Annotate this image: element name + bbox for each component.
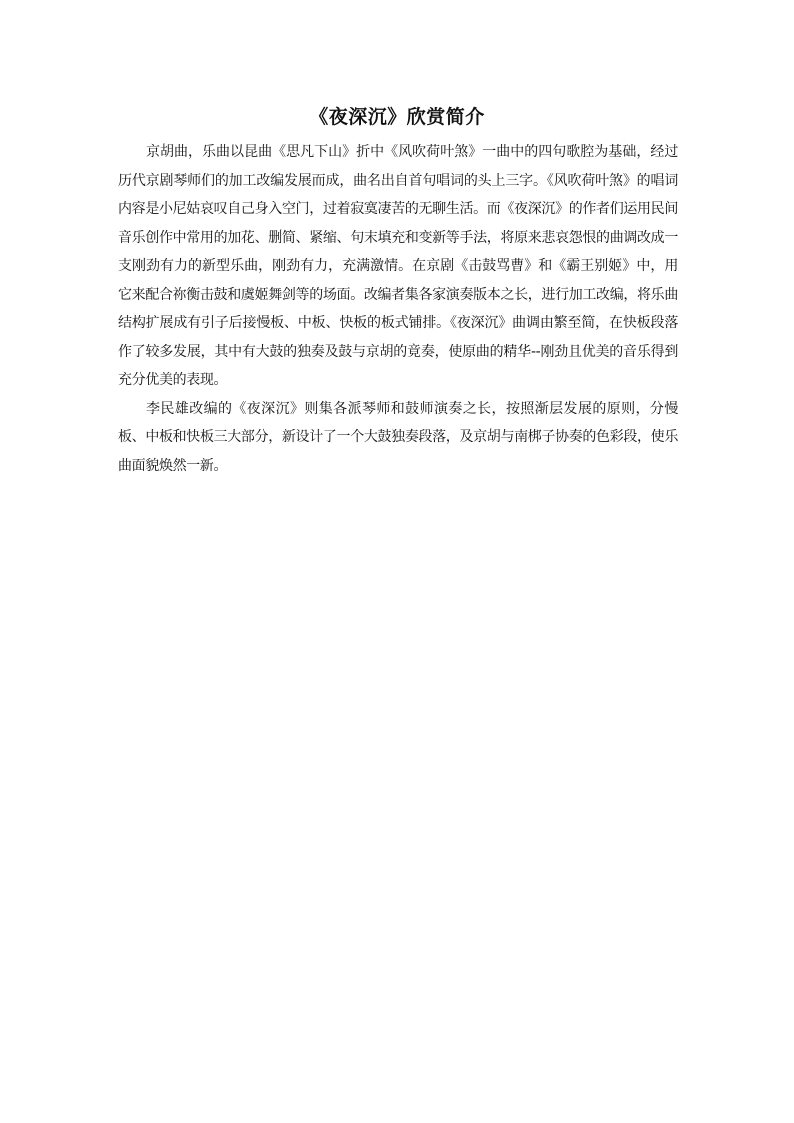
- document-title: 《夜深沉》欣赏简介: [309, 106, 485, 128]
- paragraph-arrangement: 李民雄改编的《夜深沉》则集各派琴师和鼓师演奏之长，按照渐层发展的原则，分慢板、中板和快板三大部分，新设计了一个大鼓独奏段落，及京胡与南梆子协奏的色彩段，使乐曲面貌焕然一新。: [118, 400, 678, 474]
- document-body: [118, 138, 692, 480]
- paragraph-intro: 京胡曲，乐曲以昆曲《思凡下山》折中《风吹荷叶煞》一曲中的四句歌腔为基础，经过历代京剧琴师们的加工改编发展而成，曲名出自首句唱词的头上三字。《风吹荷叶煞》的唱词内容是小尼姑哀叹自己身入空门，过着寂寞凄苦的无聊生活。而《夜深沉》的作者们运用民间音乐创作中常用的加花、删简、紧缩、句末填充和变新等手法，将原来悲哀怨恨的曲调改成一支刚劲有力的新型乐曲，刚劲有力，充满激情。在京剧《击鼓骂曹》和《霸王别姬》中，用 它来配合祢衡击鼓和虞姬舞剑等的场面。改编者集各家演奏版本之长，进行加工改编，将乐曲结构扩展成有引子后接慢板、中板、快板的板式铺排。《夜深沉》曲调由繁至简，在快板段落作了较多发展，其中有大鼓的独奏及鼓与京胡的竟奏，使原曲的精华--刚劲且优美的音乐得到充分优美的表现。: [118, 144, 692, 388]
